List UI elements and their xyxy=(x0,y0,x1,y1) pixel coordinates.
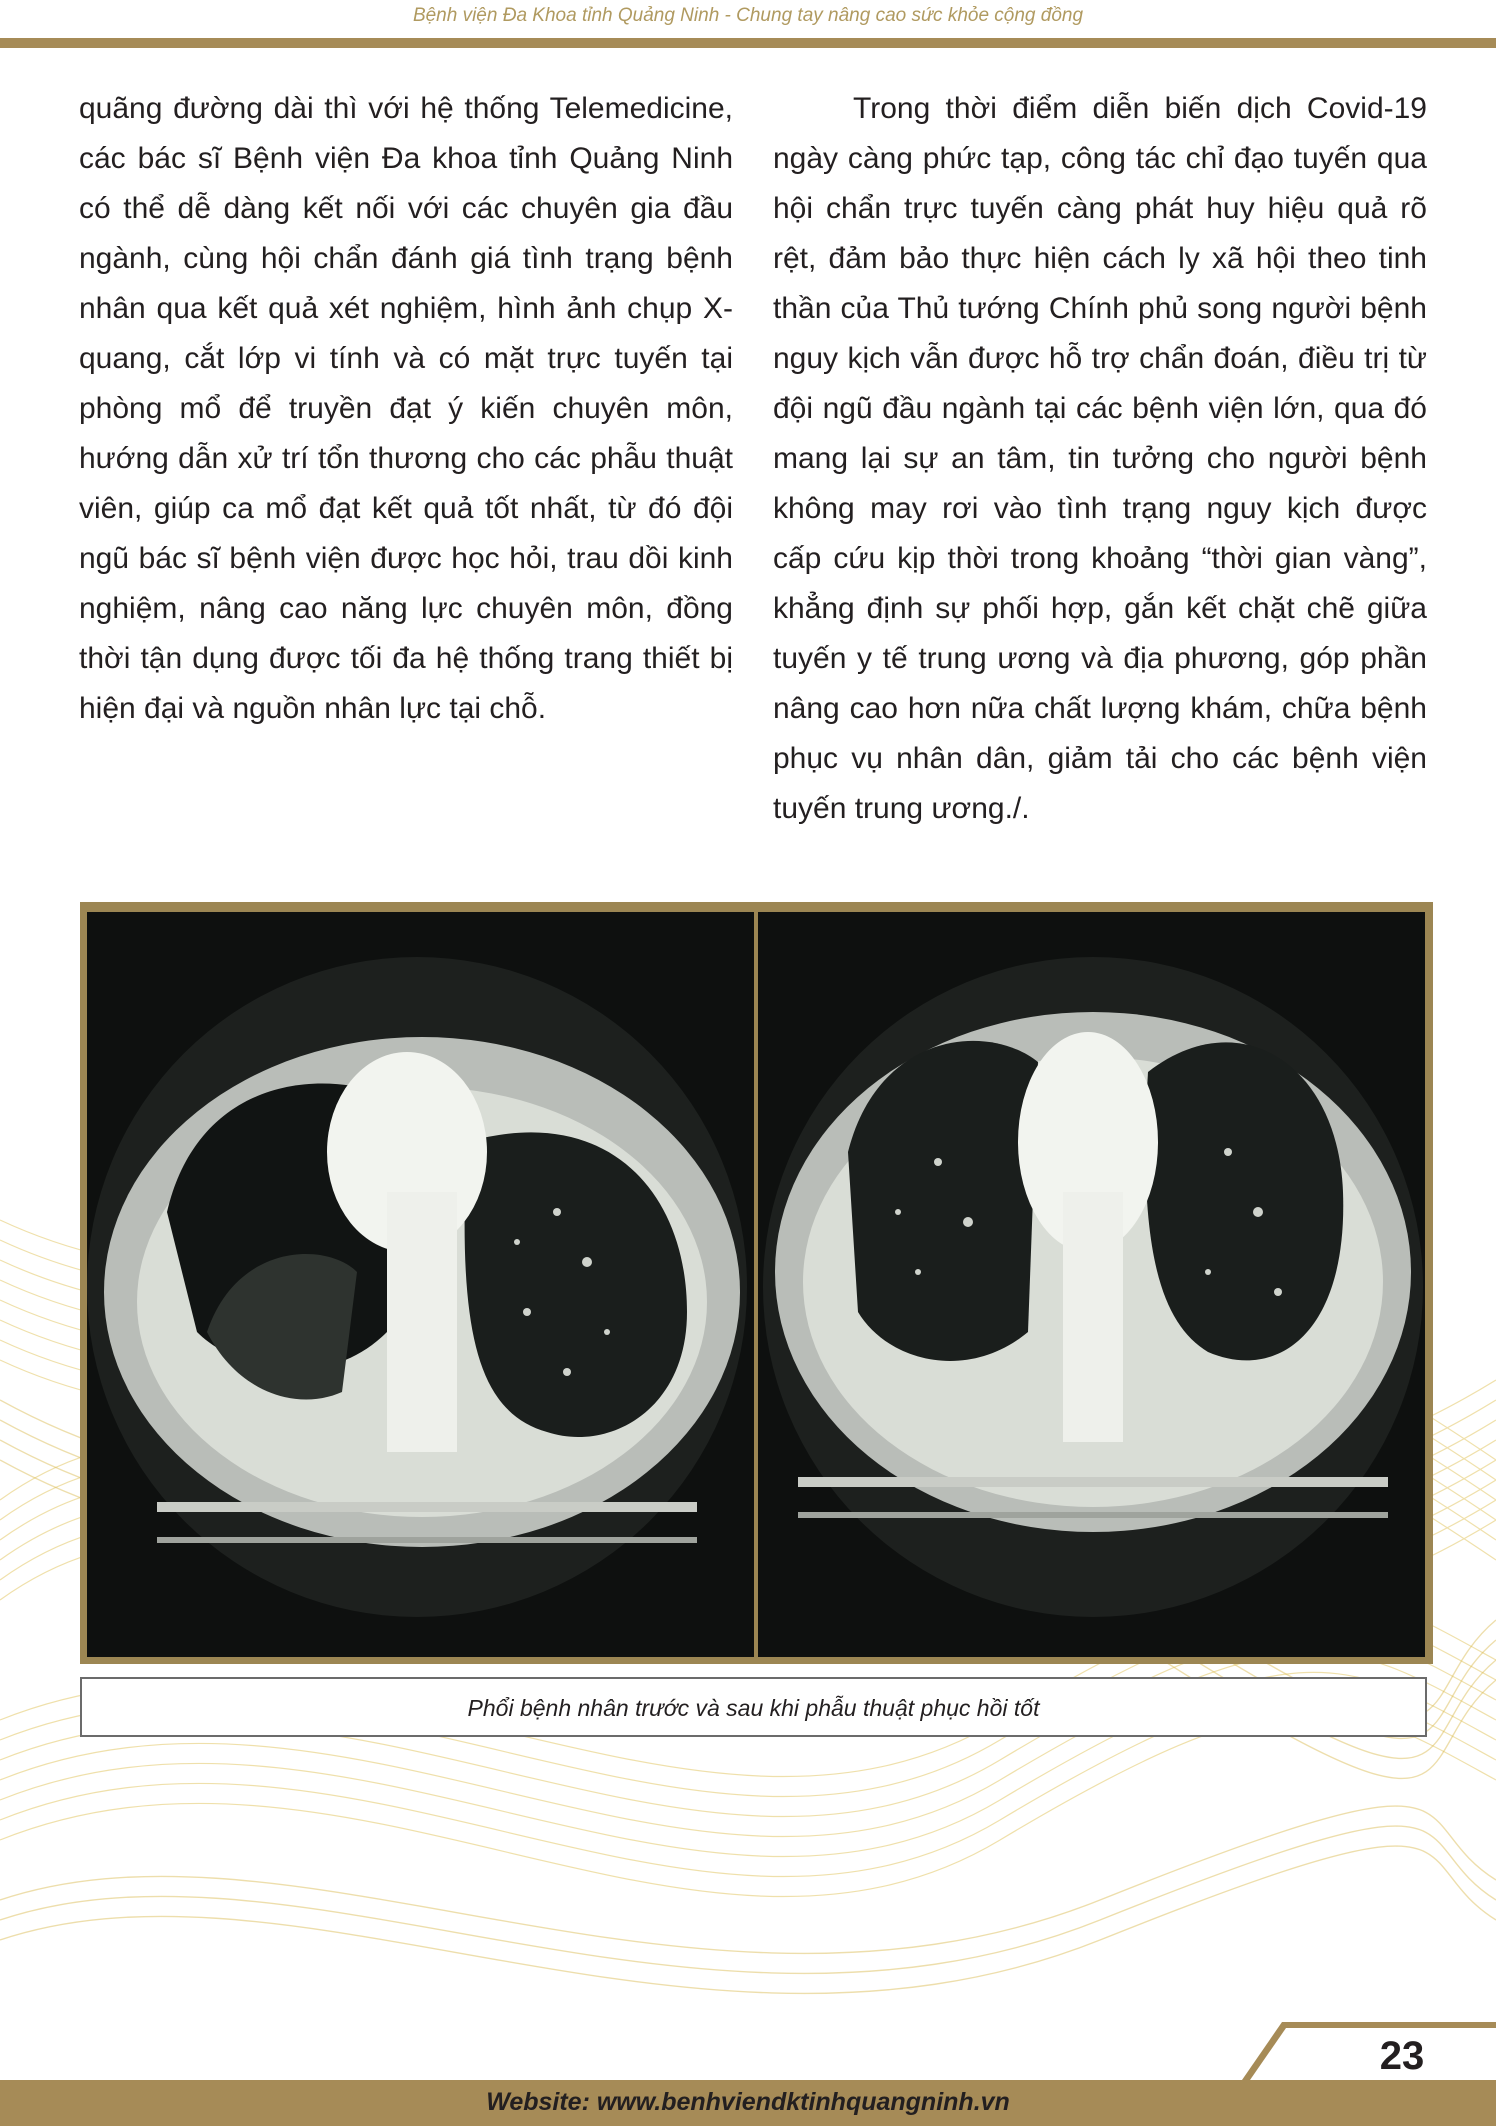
footer-website[interactable]: Website: www.benhviendktinhquangninh.vn xyxy=(486,2088,1010,2116)
ct-scan-after-image xyxy=(758,912,1425,1657)
article-left-column xyxy=(79,84,733,734)
article-right-column xyxy=(773,84,1427,834)
right-paragraph: Trong thời điểm diễn biến dịch Covid-19 ngày càng phức tạp, công tác chỉ đạo tuyến qua hội chẩn trực tuyến càng phát huy hiệu quả rõ rệt, đảm bảo thực hiện cách ly xã hội theo tinh thần của Thủ tướng Chính phủ song người bệnh nguy kịch vẫn được hỗ trợ chẩn đoán, điều trị từ đội ngũ đầu ngành tại các bệnh viện lớn, qua đó mang lại sự an tâm, tin tưởng cho người bệnh không may rơi vào tình trạng nguy kịch được cấp cứu kịp thời trong khoảng “thời gian vàng”, khẳng định sự phối hợp, gắn kết chặt chẽ giữa tuyến y tế trung ương và địa phương, góp phần nâng cao hơn nữa chất lượng khám, chữa bệnh phục vụ nhân dân, giảm tải cho các bệnh viện tuyến trung ương./. xyxy=(773,92,1427,825)
ct-figure-frame xyxy=(80,902,1433,1664)
header-rule xyxy=(0,38,1496,48)
page-header xyxy=(0,0,1496,38)
ct-scan-before-image xyxy=(87,912,754,1657)
figure-caption: Phổi bệnh nhân trước và sau khi phẫu thuật phục hồi tốt xyxy=(467,1695,1040,1721)
left-paragraph: quãng đường dài thì với hệ thống Telemedicine, các bác sĩ Bệnh viện Đa khoa tỉnh Quảng Ninh có thể dễ dàng kết nối với các chuyên gia đầu ngành, cùng hội chẩn đánh giá tình trạng bệnh nhân qua kết quả xét nghiệm, hình ảnh chụp X-quang, cắt lớp vi tính và có mặt trực tuyến tại phòng mổ để truyền đạt ý kiến chuyên môn, hướng dẫn xử trí tổn thương cho các phẫu thuật viên, giúp ca mổ đạt kết quả tốt nhất, từ đó đội ngũ bác sĩ bệnh viện được học hỏi, trau dồi kinh nghiệm, nâng cao năng lực chuyên môn, đồng thời tận dụng được tối đa hệ thống trang thiết bị hiện đại và nguồn nhân lực tại chỗ. xyxy=(79,92,733,725)
figure-caption-box xyxy=(80,1677,1427,1737)
header-tagline: Bệnh viện Đa Khoa tỉnh Quảng Ninh - Chung tay nâng cao sức khỏe cộng đồng xyxy=(412,5,1084,26)
page-number: 23 xyxy=(1379,2034,1425,2078)
